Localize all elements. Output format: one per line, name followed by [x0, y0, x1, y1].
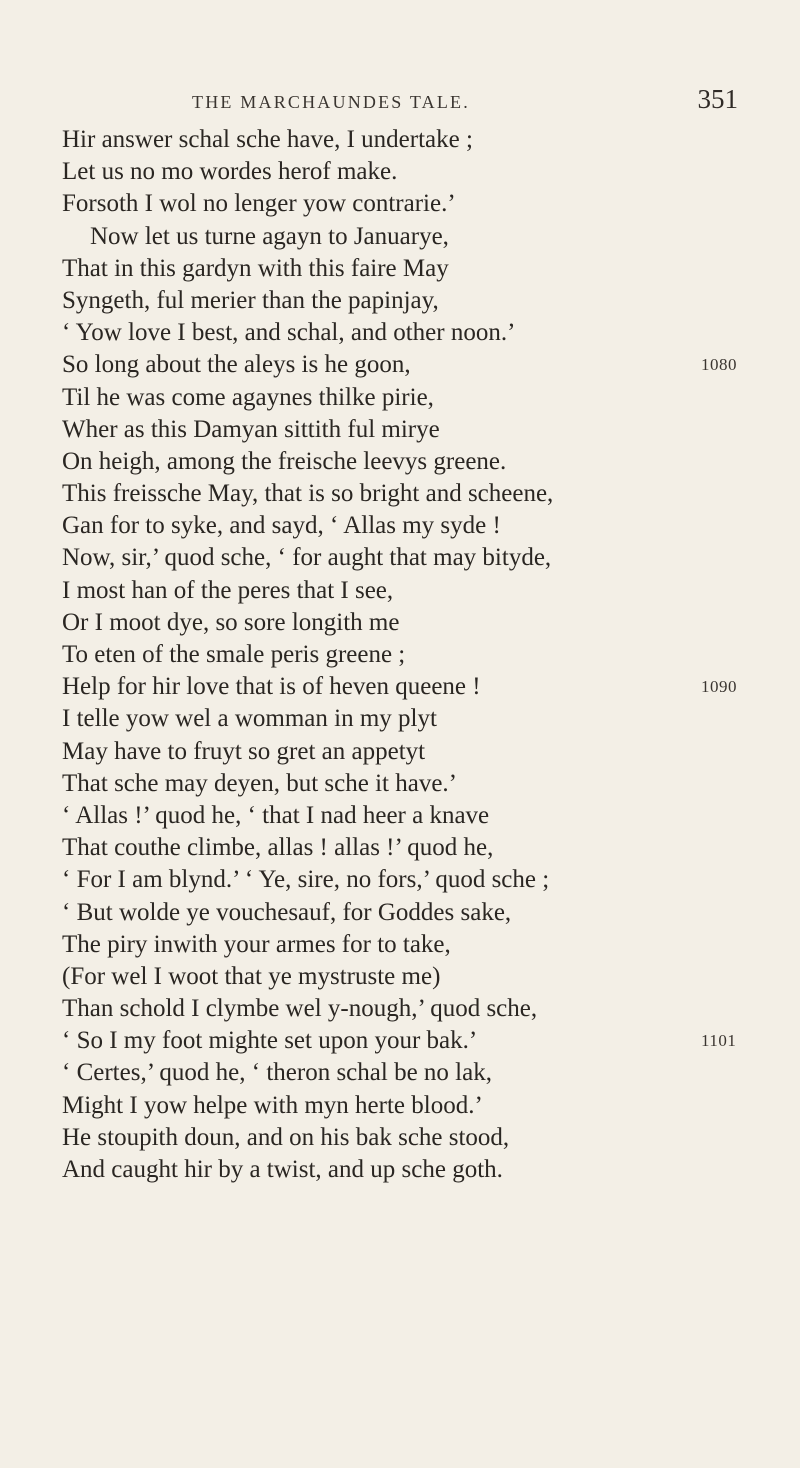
poem-line: [0, 156, 800, 188]
poem-line: [0, 285, 800, 317]
line-text: That sche may deyen, but sche it have.’: [62, 769, 457, 797]
line-number: 1090: [701, 677, 737, 697]
poem-line: [0, 575, 800, 607]
line-text: ‘ But wolde ye vouchesauf, for Goddes sake,: [62, 898, 512, 926]
line-text: Let us no mo wordes herof make.: [62, 158, 398, 186]
poem-line: [0, 1154, 800, 1186]
poem-line: [0, 253, 800, 285]
poem-line: [0, 929, 800, 961]
line-text: That couthe climbe, allas ! allas !’ quod he,: [62, 834, 494, 862]
running-title: THE MARCHAUNDES TALE.: [192, 92, 470, 112]
line-text: Syngeth, ful merier than the papinjay,: [62, 286, 439, 314]
line-text: May have to fruyt so gret an appetyt: [62, 737, 426, 765]
poem-line: [0, 993, 800, 1025]
line-text: Forsoth I wol no lenger yow contrarie.’: [62, 190, 456, 218]
line-text: Til he was come agaynes thilke pirie,: [62, 383, 434, 411]
line-text: That in this gardyn with this faire May: [62, 254, 449, 282]
poem-line: [0, 1057, 800, 1089]
poem-line: [0, 542, 800, 574]
line-text: And caught hir by a twist, and up sche goth.: [62, 1156, 503, 1183]
line-text: Wher as this Damyan sittith ful mirye: [62, 415, 440, 443]
poem-line: [0, 317, 800, 349]
poem-line: [0, 510, 800, 542]
line-text: To eten of the smale peris greene ;: [62, 641, 406, 668]
line-text: This freissche May, that is so bright and scheene,: [62, 480, 554, 508]
line-text: Now let us turne agayn to Januarye,: [90, 222, 449, 250]
poem-line: [0, 1090, 800, 1122]
poem-line: [0, 961, 800, 993]
line-text: ‘ Yow love I best, and schal, and other noon.’: [62, 319, 516, 347]
poem-line: [0, 349, 800, 381]
poem-line: [0, 382, 800, 414]
line-text: Now, sir,’ quod sche, ‘ for aught that may bityde,: [62, 544, 552, 572]
poem-line: [0, 800, 800, 832]
poem-line: [0, 639, 800, 671]
poem-line: [0, 414, 800, 446]
line-text: Or I moot dye, so sore longith me: [62, 608, 400, 636]
poem-line: [0, 1025, 800, 1057]
line-text: Help for hir love that is of heven queene !: [62, 673, 481, 701]
line-text: ‘ For I am blynd.’ ‘ Ye, sire, no fors,’ quod sche ;: [62, 866, 550, 894]
poem-line: [0, 768, 800, 800]
poem-line: [0, 736, 800, 768]
line-text: On heigh, among the freische leevys greene.: [62, 447, 507, 475]
poem-line: [0, 703, 800, 735]
line-text: Might I yow helpe with myn herte blood.’: [62, 1091, 483, 1119]
line-text: The piry inwith your armes for to take,: [62, 930, 451, 958]
line-text: Than schold I clymbe wel y-nough,’ quod sche,: [62, 995, 538, 1023]
poem-line: [0, 897, 800, 929]
line-text: Hir answer schal sche have, I undertake ;: [62, 126, 473, 153]
line-text: I most han of the peres that I see,: [62, 576, 394, 604]
line-text: I telle yow wel a womman in my plyt: [62, 705, 437, 733]
page-number: 351: [697, 84, 738, 114]
poem-line: [0, 832, 800, 864]
line-text: So long about the aleys is he goon,: [62, 351, 411, 379]
line-text: (For wel I woot that ye mystruste me): [62, 962, 441, 990]
poem-line: [0, 221, 800, 253]
poem-line: [0, 446, 800, 478]
poem-line: [0, 864, 800, 896]
line-number: 1080: [701, 355, 737, 375]
line-text: He stoupith doun, and on his bak sche stood,: [62, 1123, 510, 1151]
poem-text: [0, 124, 800, 1186]
poem-line: [0, 1122, 800, 1154]
line-text: ‘ So I my foot mighte set upon your bak.’: [62, 1027, 478, 1055]
poem-line: [0, 478, 800, 510]
line-text: ‘ Certes,’ quod he, ‘ theron schal be no lak,: [62, 1059, 492, 1087]
line-text: Gan for to syke, and sayd, ‘ Allas my syde !: [62, 512, 501, 540]
line-number: 1101: [701, 1031, 737, 1051]
poem-line: [0, 124, 800, 156]
poem-line: [0, 188, 800, 220]
poem-line: [0, 671, 800, 703]
line-text: ‘ Allas !’ quod he, ‘ that I nad heer a knave: [62, 801, 490, 829]
poem-line: [0, 607, 800, 639]
